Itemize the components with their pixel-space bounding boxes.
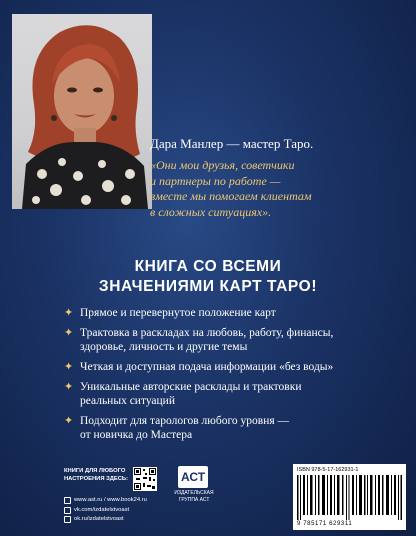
feature-item: [64, 380, 404, 408]
author-quote: [150, 158, 400, 220]
link-row[interactable]: [64, 496, 147, 506]
qr-code[interactable]: [133, 467, 157, 491]
feature-list: [64, 306, 404, 448]
star-icon: ✦: [64, 414, 74, 427]
publisher-logo: [172, 466, 216, 503]
author-portrait-illustration: [12, 14, 152, 209]
link-row[interactable]: [64, 515, 147, 525]
author-photo: [12, 14, 152, 209]
ast-logo-mark: АСТ: [178, 466, 208, 488]
publisher-name: [172, 490, 216, 503]
isbn-text: ISBN 978-5-17-162931-1: [297, 467, 359, 473]
headline-line-1: КНИГА СО ВСЕМИ: [134, 258, 282, 275]
quote-line: вместе мы помогаем клиентам: [150, 189, 312, 203]
link-text[interactable]: www.ast.ru / www.book24.ru: [74, 497, 147, 503]
star-icon: ✦: [64, 326, 74, 339]
link-row[interactable]: [64, 506, 147, 516]
star-icon: ✦: [64, 380, 74, 393]
globe-icon: [64, 497, 71, 504]
feature-item: [64, 360, 404, 374]
link-text[interactable]: ok.ru/izdatelstvoast: [74, 516, 124, 522]
barcode-number: 9 785171 629311: [297, 521, 353, 527]
barcode: [297, 475, 402, 520]
quote-line: в сложных ситуациях».: [150, 204, 272, 219]
vk-icon: [64, 507, 71, 514]
feature-text: Четкая и доступная подача информации «без воды»: [80, 361, 334, 373]
promo-text: [64, 467, 128, 483]
headline-line-2: ЗНАЧЕНИЯМИ КАРТ ТАРО!: [98, 278, 318, 295]
link-text[interactable]: vk.com/izdatelstvoast: [74, 506, 130, 513]
quote-line: «Они мои друзья, советчики: [150, 158, 295, 172]
feature-text: Трактовка в раскладах на любовь, работу, финансы,: [80, 327, 334, 339]
publisher-line: ГРУППА АСТ: [178, 496, 210, 503]
publisher-line: ИЗДАТЕЛЬСКАЯ: [174, 490, 214, 496]
ok-icon: [64, 516, 71, 523]
feature-item: [64, 326, 404, 354]
headline: [0, 257, 416, 297]
star-icon: ✦: [64, 306, 74, 319]
publisher-links: [64, 496, 147, 525]
feature-text: Уникальные авторские расклады и трактовки: [80, 381, 302, 393]
feature-text: от новичка до Мастера: [80, 429, 193, 441]
feature-text: здоровье, личность и другие темы: [80, 341, 248, 353]
promo-line: НАСТРОЕНИЯ ЗДЕСЬ:: [64, 476, 129, 482]
promo-line: КНИГИ ДЛЯ ЛЮБОГО: [64, 468, 126, 474]
feature-text: Прямое и перевернутое положение карт: [80, 307, 276, 319]
feature-text: реальных ситуаций: [80, 395, 175, 407]
feature-text: Подходит для тарологов любого уровня —: [80, 415, 290, 427]
feature-item: [64, 414, 404, 442]
star-icon: ✦: [64, 360, 74, 373]
barcode-panel: [293, 464, 406, 530]
feature-item: [64, 306, 404, 320]
quote-line: и партнеры по работе —: [150, 173, 281, 188]
author-intro: Дара Манлер — мастер Таро.: [150, 136, 314, 151]
